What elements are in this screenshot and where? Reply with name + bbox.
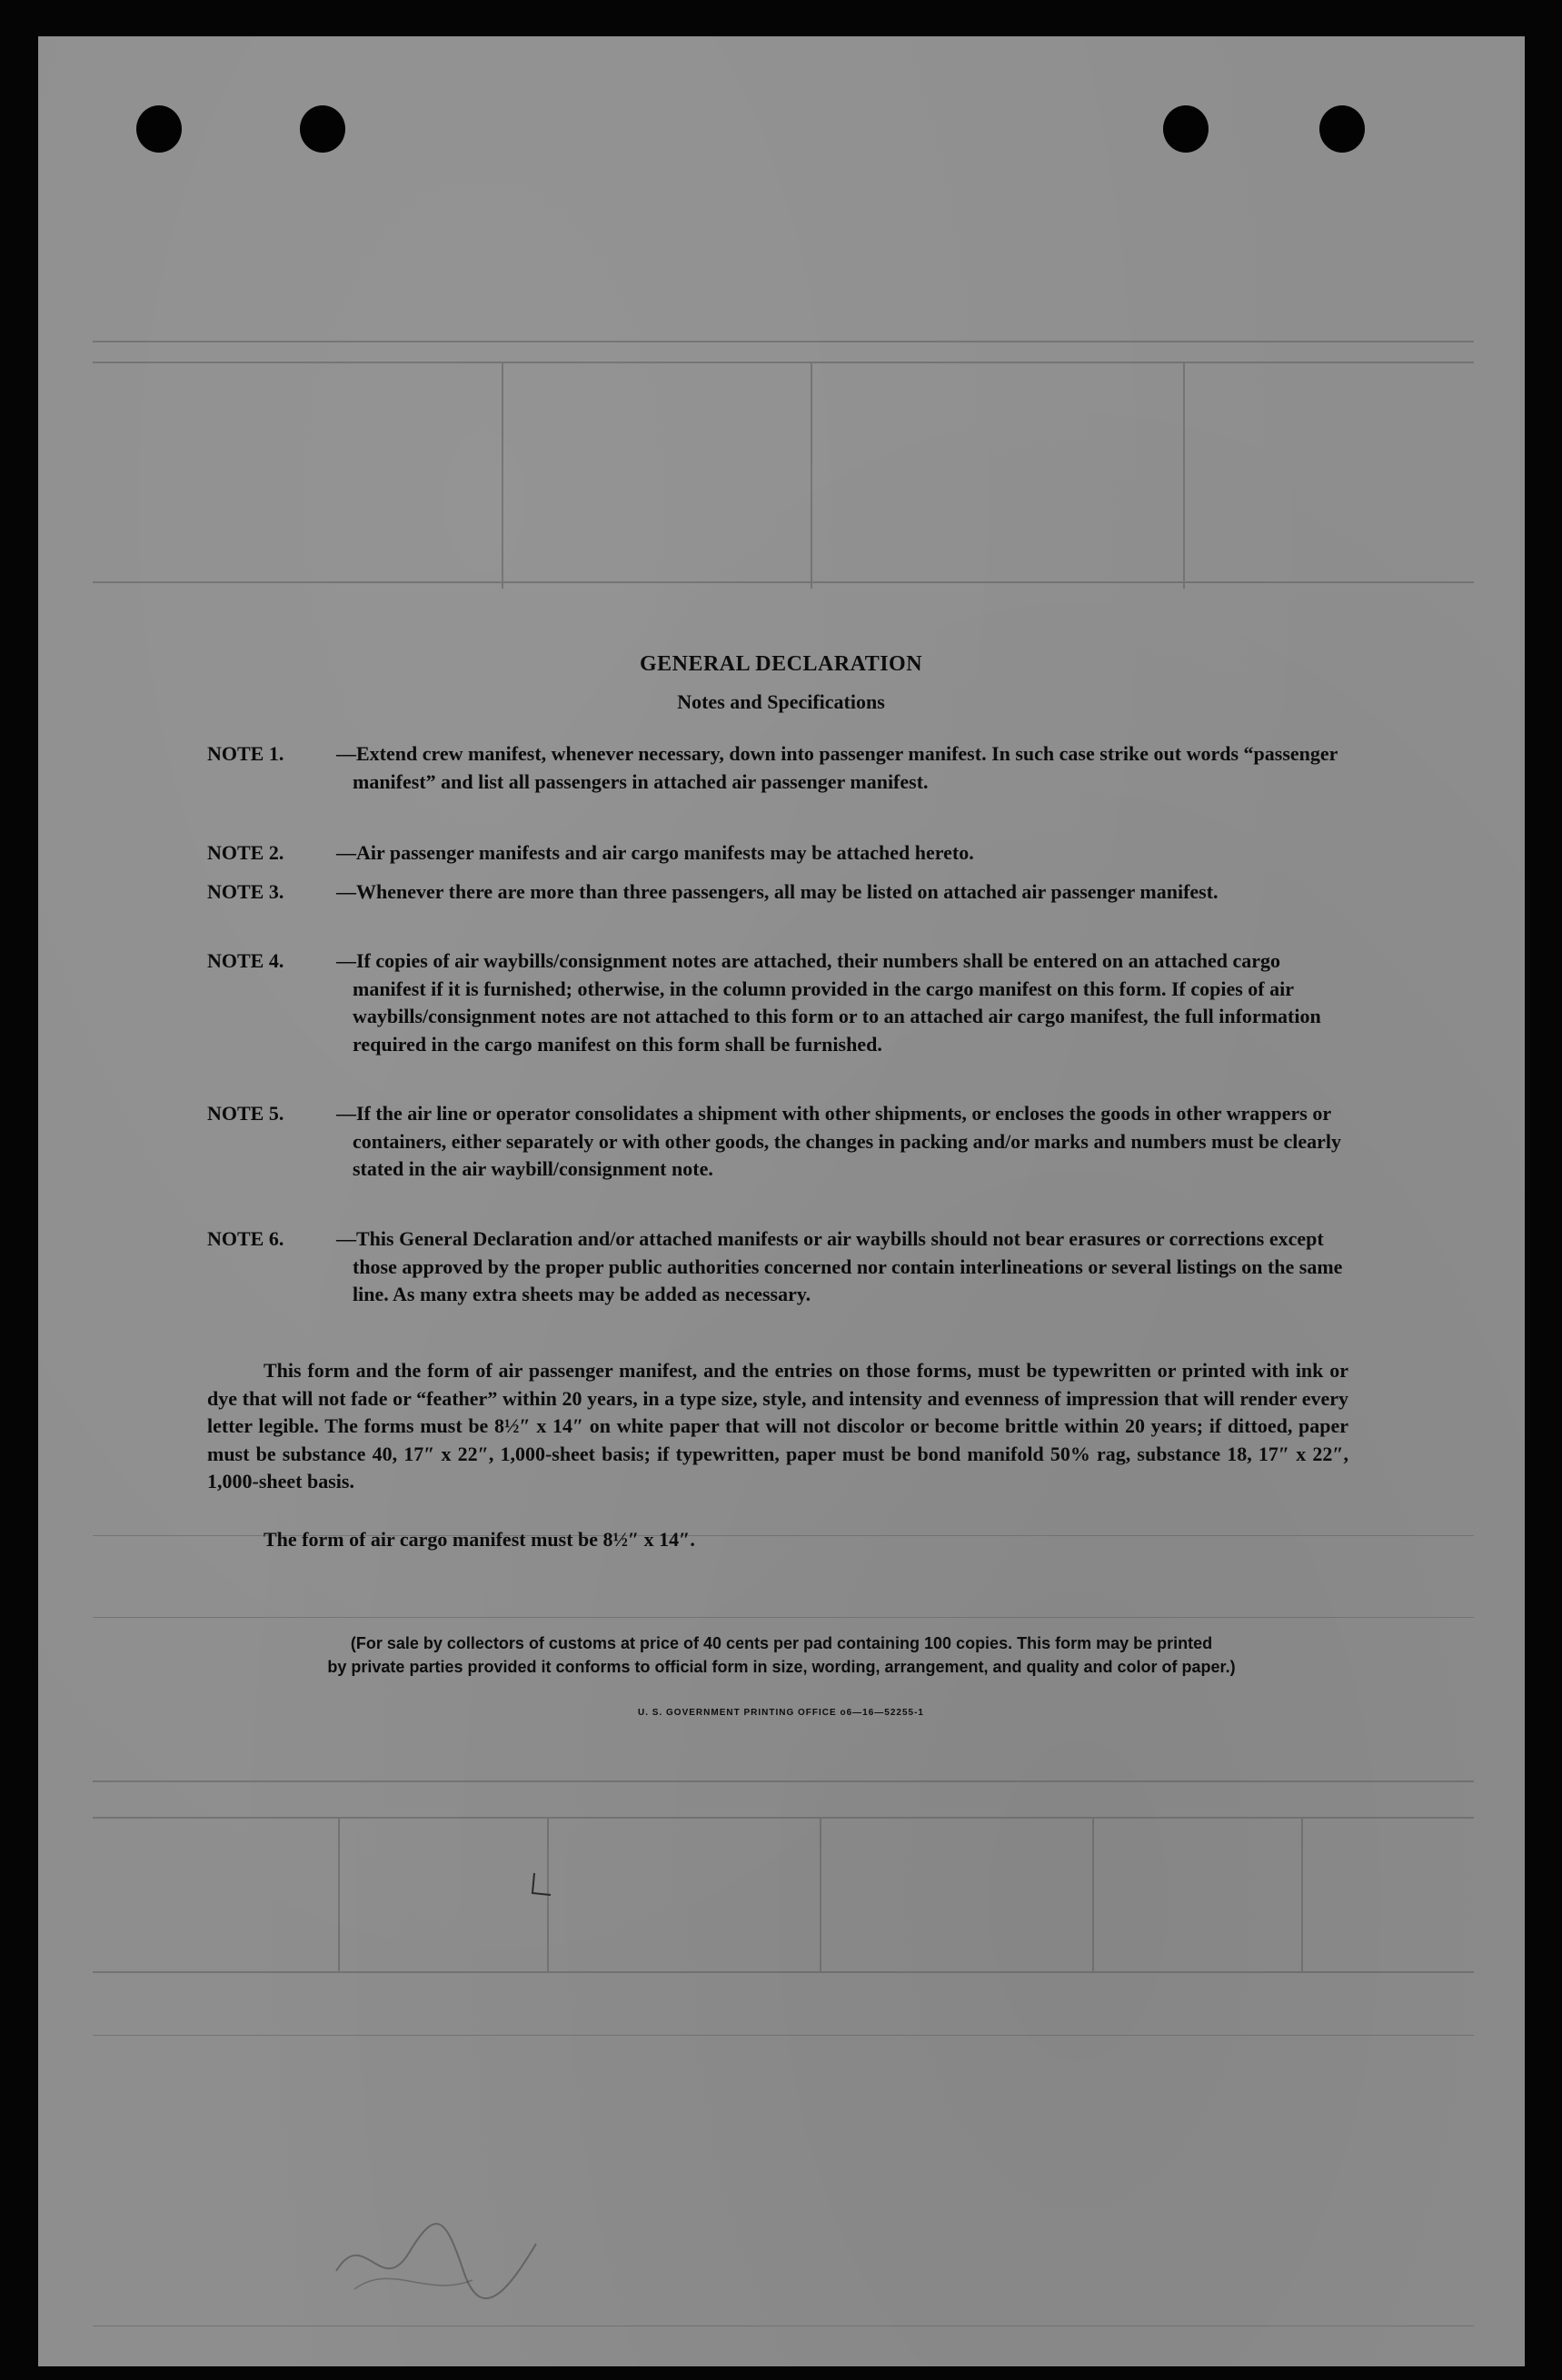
note-2: [207, 839, 1348, 868]
sale-notice-line-2: by private parties provided it conforms to official form in size, wording, arrangement, and quality and color of paper.): [327, 1658, 1236, 1676]
page-subtitle: Notes and Specifications: [677, 690, 885, 713]
sale-notice-line-1: (For sale by collectors of customs at price of 40 cents per pad containing 100 copies. This form may be printed: [350, 1634, 1213, 1652]
note-label: NOTE 5.: [207, 1102, 284, 1125]
printer-imprint: U. S. GOVERNMENT PRINTING OFFICE o6—16—52255-1: [638, 1708, 924, 1718]
signature-scribble-icon: [327, 2207, 563, 2307]
note-text: —If the air line or operator consolidates a shipment with other shipments, or encloses the goods in other wrappers or containers, either separately or with other goods, the changes in packing and/or marks and numbers must be clearly stated in the air waybill/consignment note.: [336, 1102, 1342, 1180]
note-5: [207, 1100, 1348, 1184]
cargo-manifest-size-note: The form of air cargo manifest must be 8½″ x 14″.: [264, 1528, 695, 1551]
note-text: —Air passenger manifests and air cargo manifests may be attached hereto.: [336, 841, 974, 864]
note-text: —Whenever there are more than three passengers, all may be listed on attached air passenger manifest.: [336, 880, 1219, 903]
page-title: GENERAL DECLARATION: [639, 652, 923, 676]
note-6: [207, 1225, 1348, 1309]
note-text: —If copies of air waybills/consignment notes are attached, their numbers shall be entered on an attached cargo manifest if it is furnished; otherwise, in the column provided in the cargo manifest on this form. If copies of air waybills/consignment notes are not attached to this form or to an attached air cargo manifest, the full information required in the cargo manifest on this form shall be furnished.: [336, 949, 1321, 1056]
note-4: [207, 947, 1348, 1058]
note-text: —This General Declaration and/or attached manifests or air waybills should not bear erasures or corrections except those approved by the proper public authorities concerned nor contain interlineations or several listings on the same line. As many extra sheets may be added as necessary.: [336, 1227, 1343, 1305]
form-specification-paragraph: This form and the form of air passenger manifest, and the entries on those forms, must be typewritten or printed with ink or dye that will not fade or “feather” within 20 years, in a type size, style, and intensity and evenness of impression that will render every letter legible. The forms must be 8½″ x 14″ on white paper that will not discolor or become brittle within 20 years; if dittoed, paper must be substance 40, 17″ x 22″, 1,000-sheet basis; if typewritten, paper must be bond manifold 50% rag, substance 18, 17″ x 22″, 1,000-sheet basis.: [207, 1359, 1348, 1492]
note-label: NOTE 1.: [207, 742, 284, 765]
note-label: NOTE 2.: [207, 841, 284, 864]
note-3: [207, 878, 1348, 907]
pencil-mark-icon: [527, 1871, 554, 1899]
note-1: [207, 740, 1348, 796]
sale-notice: [211, 1631, 1352, 1679]
note-label: NOTE 6.: [207, 1227, 284, 1250]
note-label: NOTE 4.: [207, 949, 284, 972]
note-label: NOTE 3.: [207, 880, 284, 903]
note-text: —Extend crew manifest, whenever necessary, down into passenger manifest. In such case strike out words “passenger manifest” and list all passengers in attached air passenger manifest.: [336, 742, 1338, 793]
